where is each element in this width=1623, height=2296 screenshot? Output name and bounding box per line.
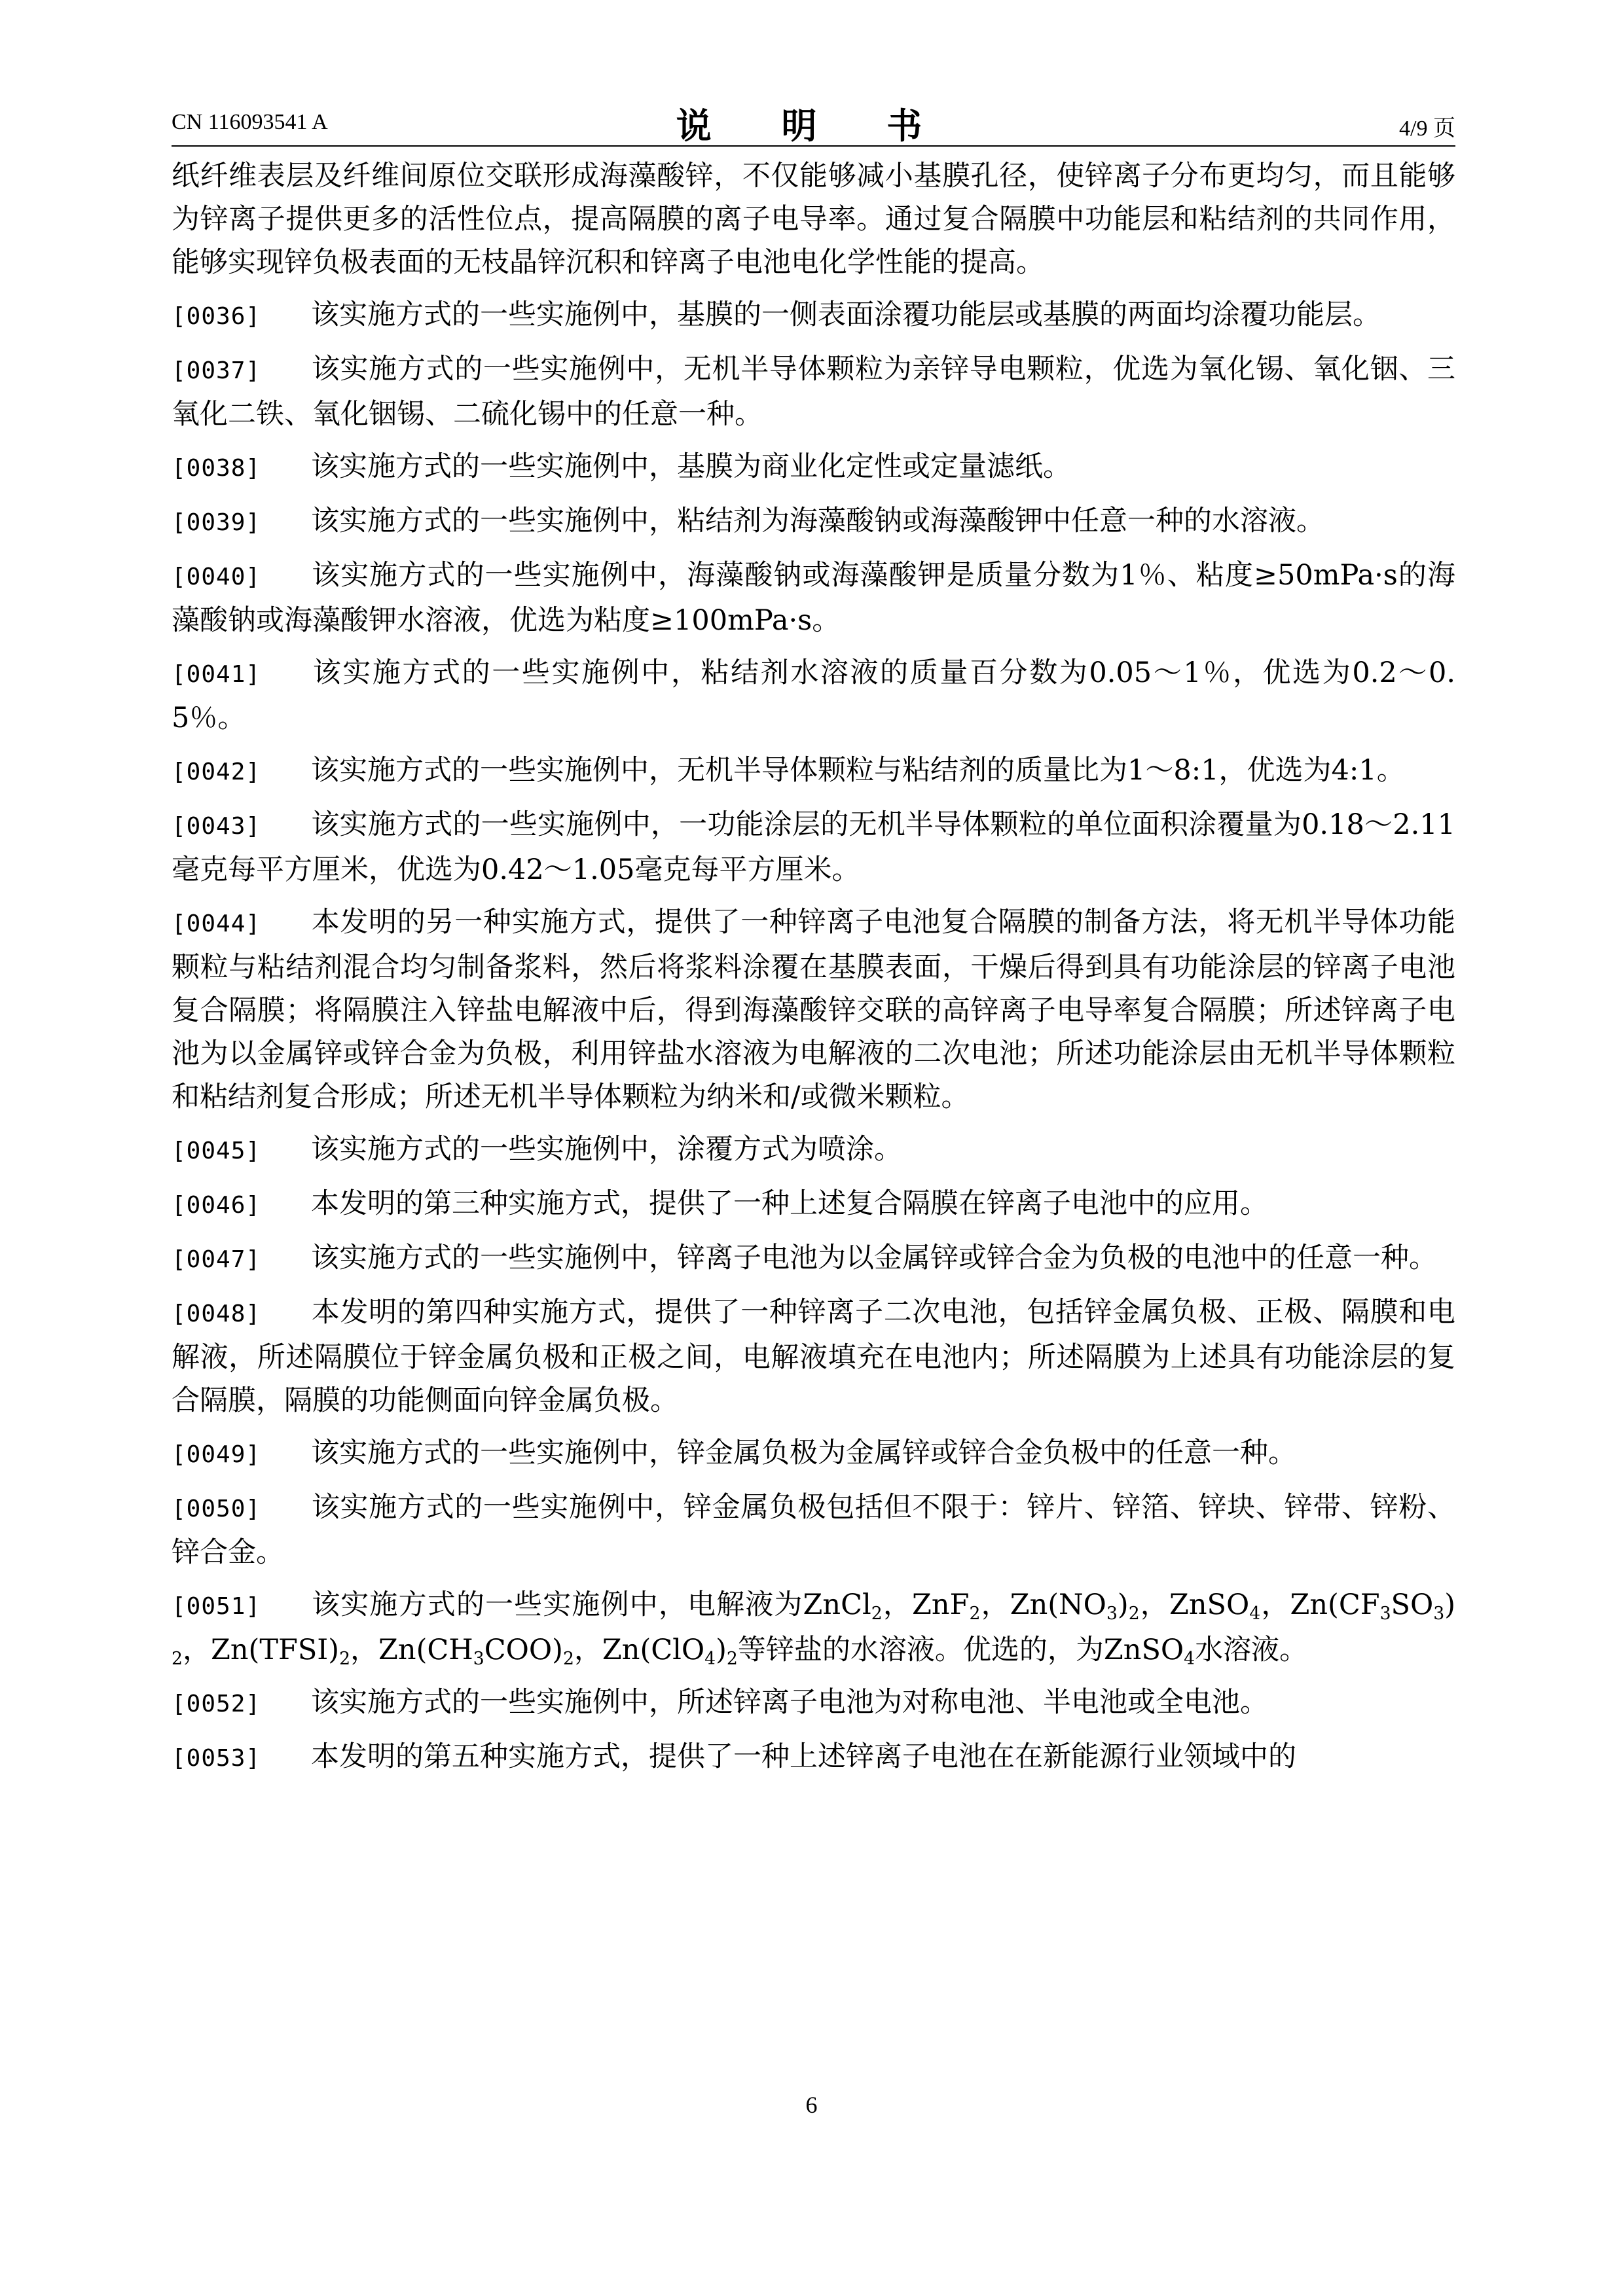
paragraph-0053 — [172, 1735, 1455, 1780]
paragraph-text: 该实施方式的一些实施例中，所述锌离子电池为对称电池、半电池或全电池。 — [311, 1686, 1268, 1719]
subscript: 4 — [1184, 1648, 1195, 1669]
text-run: 等锌盐的水溶液。优选的，为ZnSO — [737, 1634, 1184, 1666]
paragraph-number: [0040] — [172, 564, 261, 590]
paragraph-text: 本发明的第五种实施方式，提供了一种上述锌离子电池在在新能源行业领域中的 — [311, 1740, 1296, 1773]
paragraph-text: 本发明的第三种实施方式，提供了一种上述复合隔膜在锌离子电池中的应用。 — [311, 1187, 1268, 1220]
paragraph-0039 — [172, 499, 1455, 545]
paragraph-0051 — [172, 1583, 1455, 1672]
paragraph-text: 该实施方式的一些实施例中，无机半导体颗粒为亲锌导电颗粒，优选为氧化锡、氧化铟、三氧化二铁、氧化铟锡、二硫化锡中的任意一种。 — [172, 353, 1455, 431]
paragraph-text: 该实施方式的一些实施例中，锌金属负极包括但不限于：锌片、锌箔、锌块、锌带、锌粉、锌合金。 — [172, 1491, 1455, 1569]
paragraph-0049 — [172, 1431, 1455, 1477]
document-number: CN 116093541 A — [172, 110, 328, 134]
subscript: 2 — [726, 1648, 738, 1669]
text-run: ) — [716, 1634, 727, 1666]
paragraph-0040 — [172, 554, 1455, 642]
paragraph-number: [0049] — [172, 1441, 261, 1468]
document-title: 说 明 书 — [676, 105, 951, 147]
paragraph-text: 该实施方式的一些实施例中，无机半导体颗粒与粘结剂的质量比为1～8:1，优选为4:1。 — [311, 754, 1405, 787]
paragraph-text: 该实施方式的一些实施例中，海藻酸钠或海藻酸钾是质量分数为1％、粘度≥50mPa·s的海藻酸钠或海藻酸钾水溶液，优选为粘度≥100mPa·s。 — [172, 559, 1455, 637]
paragraph-0046 — [172, 1182, 1455, 1227]
paragraph-number: [0045] — [172, 1138, 261, 1164]
paragraph-number: [0038] — [172, 455, 261, 482]
paragraph-text: 该实施方式的一些实施例中，粘结剂水溶液的质量百分数为0.05～1％，优选为0.2～0.5％。 — [172, 656, 1455, 734]
text-run: ，Zn(CH — [350, 1634, 473, 1666]
subscript: 3 — [1433, 1603, 1445, 1624]
document-body — [172, 154, 1455, 1789]
paragraph-number: [0051] — [172, 1593, 261, 1620]
text-run: ) — [1444, 1588, 1456, 1621]
paragraph-number: [0036] — [172, 303, 261, 330]
subscript: 3 — [473, 1648, 484, 1669]
subscript: 2 — [339, 1648, 351, 1669]
paragraph-0041 — [172, 651, 1455, 740]
paragraph-text: 该实施方式的一些实施例中，粘结剂为海藻酸钠或海藻酸钾中任意一种的水溶液。 — [311, 505, 1324, 537]
paragraph-text: 该实施方式的一些实施例中，一功能涂层的无机半导体颗粒的单位面积涂覆量为0.18～2.11毫克每平方厘米，优选为0.42～1.05毫克每平方厘米。 — [172, 808, 1455, 886]
paragraph-0043 — [172, 803, 1455, 891]
subscript: 4 — [1249, 1603, 1261, 1624]
paragraph-number: [0041] — [172, 661, 261, 688]
page-indicator: 4/9 页 — [1399, 117, 1455, 141]
paragraph-text — [172, 1588, 1456, 1669]
paragraph-number: [0037] — [172, 357, 261, 384]
paragraph-0048 — [172, 1291, 1455, 1422]
paragraph-text: 纸纤维表层及纤维间原位交联形成海藻酸锌，不仅能够减小基膜孔径，使锌离子分布更均匀，而且能够为锌离子提供更多的活性位点，提高隔膜的离子电导率。通过复合隔膜中功能层和粘结剂的共同作用，能够实现锌负极表面的无枝晶锌沉积和锌离子电池电化学性能的提高。 — [172, 160, 1455, 279]
paragraph-number: [0044] — [172, 910, 261, 937]
text-run: 该实施方式的一些实施例中，电解液为ZnCl — [311, 1588, 871, 1621]
paragraph-continuation — [172, 154, 1455, 284]
subscript: 2 — [172, 1648, 183, 1669]
paragraph-number: [0043] — [172, 813, 261, 840]
paragraph-number: [0046] — [172, 1192, 261, 1219]
paragraph-0044 — [172, 901, 1455, 1119]
page-header — [172, 98, 1455, 147]
text-run: ) — [1117, 1588, 1129, 1621]
paragraph-number: [0042] — [172, 759, 261, 785]
paragraph-0042 — [172, 749, 1455, 794]
paragraph-text: 该实施方式的一些实施例中，基膜为商业化定性或定量滤纸。 — [311, 450, 1071, 483]
text-run: ，ZnF — [882, 1588, 970, 1621]
subscript: 2 — [871, 1603, 883, 1624]
text-run: COO) — [484, 1634, 563, 1666]
paragraph-0037 — [172, 348, 1455, 436]
paragraph-text: 本发明的另一种实施方式，提供了一种锌离子电池复合隔膜的制备方法，将无机半导体功能颗粒与粘结剂混合均匀制备浆料，然后将浆料涂覆在基膜表面，干燥后得到具有功能涂层的锌离子电池复合隔膜；将隔膜注入锌盐电解液中后，得到海藻酸锌交联的高锌离子电导率复合隔膜；所述锌离子电池为以金属锌或锌合金为负极，利用锌盐水溶液为电解液的二次电池；所述功能涂层由无机半导体颗粒和粘结剂复合形成；所述无机半导体颗粒为纳米和/或微米颗粒。 — [172, 906, 1455, 1113]
text-run: SO — [1391, 1588, 1434, 1621]
subscript: 2 — [1128, 1603, 1140, 1624]
header-divider — [172, 145, 1455, 147]
text-run: ，Zn(NO — [980, 1588, 1106, 1621]
text-run: 水溶液。 — [1195, 1634, 1308, 1666]
paragraph-text: 本发明的第四种实施方式，提供了一种锌离子二次电池，包括锌金属负极、正极、隔膜和电解液，所述隔膜位于锌金属负极和正极之间，电解液填充在电池内；所述隔膜为上述具有功能涂层的复合隔膜，隔膜的功能侧面向锌金属负极。 — [172, 1296, 1455, 1417]
paragraph-number: [0047] — [172, 1246, 261, 1273]
paragraph-number: [0039] — [172, 509, 261, 536]
paragraph-0038 — [172, 445, 1455, 490]
paragraph-number: [0048] — [172, 1300, 261, 1327]
subscript: 4 — [704, 1648, 716, 1669]
subscript: 3 — [1379, 1603, 1391, 1624]
paragraph-0047 — [172, 1236, 1455, 1282]
paragraph-0050 — [172, 1486, 1455, 1574]
paragraph-text: 该实施方式的一些实施例中，锌离子电池为以金属锌或锌合金为负极的电池中的任意一种。 — [311, 1242, 1437, 1274]
paragraph-0036 — [172, 293, 1455, 338]
paragraph-0052 — [172, 1681, 1455, 1726]
text-run: ，Zn(ClO — [574, 1634, 705, 1666]
paragraph-number: [0052] — [172, 1691, 261, 1717]
text-run: ，Zn(TFSI) — [182, 1634, 340, 1666]
paragraph-text: 该实施方式的一些实施例中，基膜的一侧表面涂覆功能层或基膜的两面均涂覆功能层。 — [311, 298, 1381, 331]
paragraph-text: 该实施方式的一些实施例中，涂覆方式为喷涂。 — [311, 1133, 902, 1166]
subscript: 2 — [562, 1648, 574, 1669]
subscript: 2 — [969, 1603, 981, 1624]
paragraph-number: [0053] — [172, 1745, 261, 1772]
paragraph-text: 该实施方式的一些实施例中，锌金属负极为金属锌或锌合金负极中的任意一种。 — [311, 1437, 1296, 1469]
paragraph-number: [0050] — [172, 1496, 261, 1522]
text-run: ，ZnSO — [1139, 1588, 1250, 1621]
paragraph-0045 — [172, 1128, 1455, 1173]
page-number: 6 — [805, 2092, 818, 2118]
subscript: 3 — [1106, 1603, 1118, 1624]
text-run: ，Zn(CF — [1260, 1588, 1380, 1621]
